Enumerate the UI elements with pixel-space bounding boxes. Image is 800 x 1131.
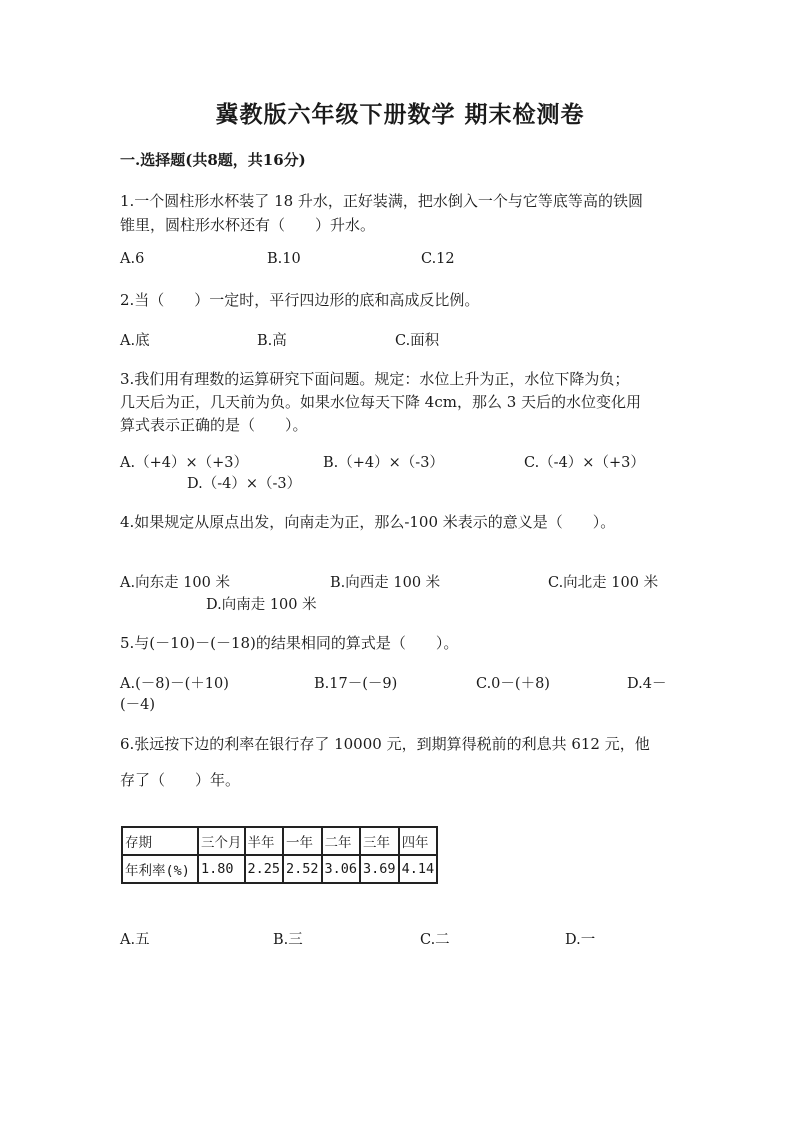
table-cell: 年利率(%) <box>122 855 198 883</box>
table-header-cell: 二年 <box>322 827 361 855</box>
question-4-option-a[interactable]: A.向东走 100 米 <box>120 575 230 591</box>
table-cell: 3.06 <box>322 855 361 883</box>
table-row <box>122 855 437 883</box>
question-4-text: 4.如果规定从原点出发，向南走为正，那么-100 米表示的意义是（ ）。 <box>120 513 616 531</box>
question-4-option-d[interactable]: D.向南走 100 米 <box>206 597 317 613</box>
question-1-text-line-1: 1.一个圆柱形水杯装了 18 升水，正好装满，把水倒入一个与它等底等高的铁圆 <box>120 192 643 210</box>
question-4-option-c[interactable]: C.向北走 100 米 <box>548 575 659 591</box>
question-5-option-c[interactable]: C.0－(＋8) <box>476 676 550 692</box>
question-2-text: 2.当（ ）一定时，平行四边形的底和高成反比例。 <box>120 291 480 309</box>
question-1-option-b[interactable]: B.10 <box>267 251 301 267</box>
table-cell: 3.69 <box>360 855 399 883</box>
table-cell: 2.25 <box>245 855 284 883</box>
question-5-option-d-continued: (－4) <box>120 697 156 713</box>
question-1-option-a[interactable]: A.6 <box>120 251 145 267</box>
question-3-text-line-1: 3.我们用有理数的运算研究下面问题。规定：水位上升为正，水位下降为负； <box>120 370 630 388</box>
question-3-option-d[interactable]: D.（-4）×（-3） <box>187 476 302 492</box>
question-6-text-line-1: 6.张远按下边的利率在银行存了 10000 元，到期算得税前的利息共 612 元，他 <box>120 735 650 753</box>
question-5-option-d[interactable]: D.4－ <box>627 676 667 692</box>
question-6-option-b[interactable]: B.三 <box>273 932 303 948</box>
question-4-option-b[interactable]: B.向西走 100 米 <box>330 575 441 591</box>
question-1-text-line-2: 锥里，圆柱形水杯还有（ ）升水。 <box>120 216 376 234</box>
question-6-option-d[interactable]: D.一 <box>565 932 596 948</box>
table-header-row <box>122 827 437 855</box>
table-cell: 1.80 <box>198 855 245 883</box>
question-5-option-a[interactable]: A.(－8)－(＋10) <box>120 676 229 692</box>
section-heading: 一.选择题(共8题，共16分) <box>120 151 306 169</box>
question-3-option-c[interactable]: C.（-4）×（+3） <box>524 455 645 471</box>
table-header-cell: 三年 <box>360 827 399 855</box>
table-header-cell: 四年 <box>399 827 438 855</box>
question-3-text-line-2: 几天后为正，几天前为负。如果水位每天下降 4cm，那么 3 天后的水位变化用 <box>120 393 642 411</box>
question-6-text-line-2: 存了（ ）年。 <box>120 771 241 789</box>
question-2-option-b[interactable]: B.高 <box>257 333 287 349</box>
table-cell: 2.52 <box>283 855 322 883</box>
question-6-option-c[interactable]: C.二 <box>420 932 450 948</box>
question-1-option-c[interactable]: C.12 <box>421 251 455 267</box>
table-header-cell: 存期 <box>122 827 198 855</box>
interest-rate-table <box>121 826 438 884</box>
question-5-option-b[interactable]: B.17－(－9) <box>314 676 398 692</box>
question-3-option-b[interactable]: B.（+4）×（-3） <box>323 455 444 471</box>
question-2-option-a[interactable]: A.底 <box>120 333 150 349</box>
question-6-option-a[interactable]: A.五 <box>120 932 150 948</box>
table-header-cell: 一年 <box>283 827 322 855</box>
question-3-option-a[interactable]: A.（+4）×（+3） <box>120 455 248 471</box>
question-5-text: 5.与(－10)－(－18)的结果相同的算式是（ ）。 <box>120 634 459 652</box>
table-cell: 4.14 <box>399 855 438 883</box>
question-3-text-line-3: 算式表示正确的是（ ）。 <box>120 416 308 434</box>
question-2-option-c[interactable]: C.面积 <box>395 333 440 349</box>
table-header-cell: 半年 <box>245 827 284 855</box>
table-header-cell: 三个月 <box>198 827 245 855</box>
page-title: 冀教版六年级下册数学 期末检测卷 <box>215 101 585 128</box>
